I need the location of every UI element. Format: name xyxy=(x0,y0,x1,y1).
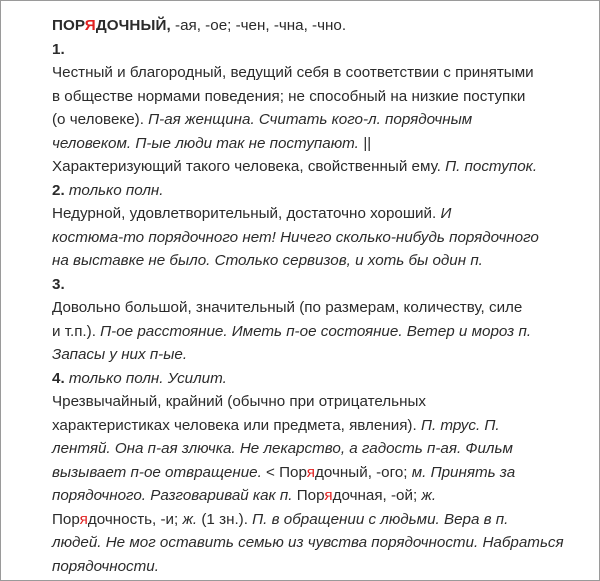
entry-line xyxy=(52,484,582,508)
entry-line xyxy=(52,508,582,532)
example-text: П. трус. П. xyxy=(420,416,500,434)
example-text: И xyxy=(440,205,452,222)
definition-text: дочная, -ой; xyxy=(332,487,422,504)
definition-text: (1 зн.). xyxy=(197,510,253,528)
entry-line xyxy=(52,367,582,391)
definition-text: Чрезвычайный, крайний (обычно при отрицательных xyxy=(52,393,426,410)
example-text: м. Принять за xyxy=(411,463,516,481)
definition-text: (о человеке). xyxy=(52,111,149,128)
sense-number: 4. xyxy=(52,369,69,387)
entry-line xyxy=(52,461,582,485)
entry-line xyxy=(52,202,582,226)
entry-line xyxy=(52,343,582,367)
entry-line xyxy=(52,38,582,62)
definition-text: дочность, -и; xyxy=(87,510,183,528)
example-text: человеком. П-ые люди так не поступают. || xyxy=(52,134,371,152)
entry-line xyxy=(52,414,582,438)
example-text: порядочности. xyxy=(52,557,159,575)
entry-line xyxy=(52,226,582,250)
entry-line xyxy=(52,437,582,461)
stress-letter: я xyxy=(324,487,333,504)
entry-line xyxy=(52,273,582,297)
entry-line xyxy=(52,85,582,109)
definition-text: Довольно большой, значительный (по размерам, количеству, силе xyxy=(52,299,523,316)
entry-line xyxy=(52,155,582,179)
example-text: ж. xyxy=(421,487,437,504)
entry-line xyxy=(52,132,582,156)
entry-line xyxy=(52,249,582,273)
example-text: лентяй. Она п-ая злючка. Не лекарство, а гадость п-ая. Фильм xyxy=(52,440,513,457)
sense-number: 2. xyxy=(52,181,69,199)
head-word: ПОРЯДОЧНЫЙ, xyxy=(52,17,171,34)
example-text: П-ое расстояние. Иметь п-ое состояние. Ветер и мороз п. xyxy=(100,322,532,340)
definition-text: Пор xyxy=(292,487,325,504)
entry-line xyxy=(52,390,582,414)
entry-line xyxy=(52,555,582,579)
definition-text: в обществе нормами поведения; не способный на низкие поступки xyxy=(52,87,526,105)
example-text: П-ая женщина. Считать кого-л. порядочным xyxy=(148,111,473,128)
definition-text: Характеризующий такого человека, свойственный ему. xyxy=(52,158,446,175)
example-text: людей. Не мог оставить семью из чувства порядочности. Набраться xyxy=(52,534,564,551)
definition-text: < Пор xyxy=(261,463,307,481)
definition-text: дочный, -ого; xyxy=(315,463,412,481)
entry-line xyxy=(52,179,582,203)
entry-line xyxy=(52,320,582,344)
definition-text: и т.п.). xyxy=(52,322,101,340)
definition-text: Пор xyxy=(52,510,80,528)
entry-headline xyxy=(52,14,582,38)
example-text: вызывает п-ое отвращение. xyxy=(52,463,262,481)
stress-letter: Я xyxy=(84,17,96,34)
stress-letter: я xyxy=(306,463,316,481)
example-text: Запасы у них п-ые. xyxy=(52,346,188,363)
entry-line xyxy=(52,531,582,555)
stress-letter: я xyxy=(79,510,88,528)
example-text: П. в обращении с людьми. Вера в п. xyxy=(252,510,509,528)
definition-text: Честный и благородный, ведущий себя в соответствии с принятыми xyxy=(52,64,534,81)
dictionary-entry xyxy=(52,14,582,578)
example-text: порядочного. Разговаривай как п. xyxy=(52,487,293,504)
example-text: только полн. xyxy=(68,181,164,199)
entry-line xyxy=(52,296,582,320)
example-text: костюма-то порядочного нет! Ничего сколько-нибудь порядочного xyxy=(52,228,539,246)
word-forms: -ая, -ое; -чен, -чна, -чно. xyxy=(170,17,347,34)
entry-line xyxy=(52,108,582,132)
definition-text: Недурной, удовлетворительный, достаточно хороший. xyxy=(52,205,441,222)
example-text: только полн. Усилит. xyxy=(68,369,227,387)
example-text: П. поступок. xyxy=(445,158,538,175)
entry-line xyxy=(52,61,582,85)
definition-text: характеристиках человека или предмета, явления). xyxy=(52,416,421,434)
example-text: на выставке не было. Столько сервизов, и хоть бы один п. xyxy=(52,252,483,269)
entry-body xyxy=(52,38,582,579)
sense-number: 3. xyxy=(52,275,65,293)
example-text: ж. xyxy=(182,510,198,528)
sense-number: 1. xyxy=(52,40,65,58)
